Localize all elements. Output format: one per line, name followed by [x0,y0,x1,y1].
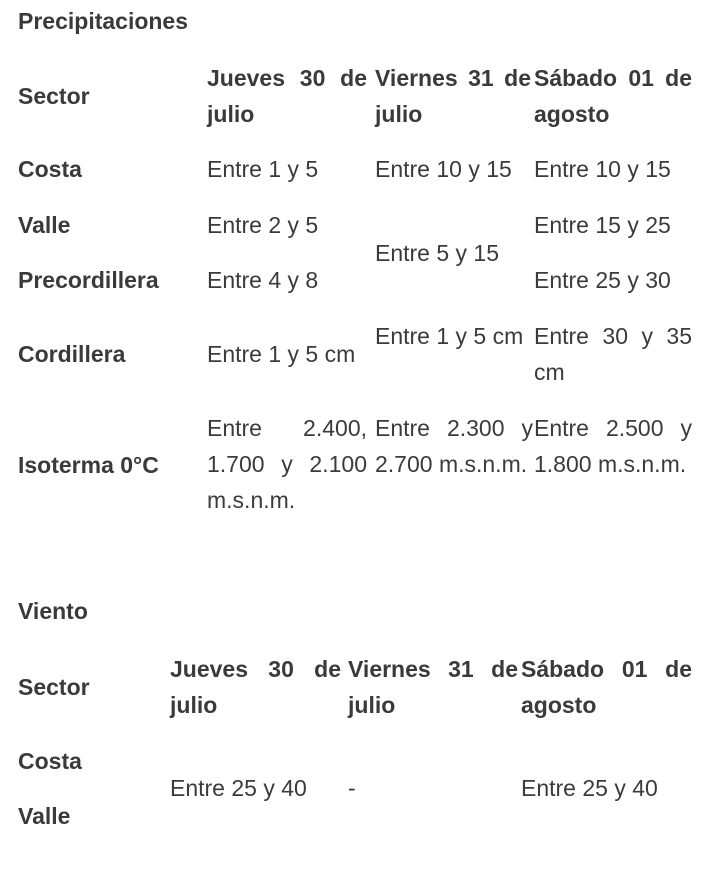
header-day1: Jueves 30 de julio [207,65,367,127]
cell-cordillera-day3: Entre 30 y 35 cm [534,323,692,385]
row-label-cordillera: Cordillera [18,341,126,367]
cell-valle-precordillera-day2: Entre 5 y 15 [375,240,500,266]
cell-precordillera-day1: Entre 4 y 8 [207,267,319,293]
header-day2: Viernes 31 de julio [375,65,531,127]
row-label-valle: Valle [18,212,71,238]
cell-valle-day3: Entre 15 y 25 [534,212,671,238]
row-label-isoterma: Isoterma 0°C [18,452,159,478]
cell-isoterma-day3: Entre 2.500 y 1.800 m.s.n.m. [534,415,692,477]
header-day3: Sábado 01 de agosto [534,65,692,127]
cell-valle-day1: Entre 2 y 5 [207,212,319,238]
cell-precordillera-day3: Entre 25 y 30 [534,267,671,293]
cell-costa-day2: Entre 10 y 15 [375,156,512,182]
wind-cell-day1: Entre 25 y 40 [170,775,307,801]
section-title-viento: Viento [18,598,88,624]
row-label-costa: Costa [18,156,82,182]
wind-row-label-costa: Costa [18,748,82,774]
cell-costa-day1: Entre 1 y 5 [207,156,319,182]
wind-header-sector: Sector [18,674,90,700]
section-title-precipitaciones: Precipitaciones [18,8,189,34]
row-label-precordillera: Precordillera [18,267,159,293]
cell-cordillera-day1: Entre 1 y 5 cm [207,341,356,367]
cell-isoterma-day1: Entre 2.400, 1.700 y 2.100 m.s.n.m. [207,415,367,513]
wind-table [0,590,720,850]
wind-header-day2: Viernes 31 de julio [348,656,518,718]
wind-row-label-valle: Valle [18,803,71,829]
wind-header-day3: Sábado 01 de agosto [521,656,692,718]
cell-isoterma-day2: Entre 2.300 y 2.700 m.s.n.m. [375,415,533,477]
cell-costa-day3: Entre 10 y 15 [534,156,671,182]
header-sector: Sector [18,83,90,109]
wind-cell-day2: - [348,775,356,801]
wind-cell-day3: Entre 25 y 40 [521,775,658,801]
wind-header-day1: Jueves 30 de julio [170,656,341,718]
cell-cordillera-day2: Entre 1 y 5 cm [375,323,524,349]
